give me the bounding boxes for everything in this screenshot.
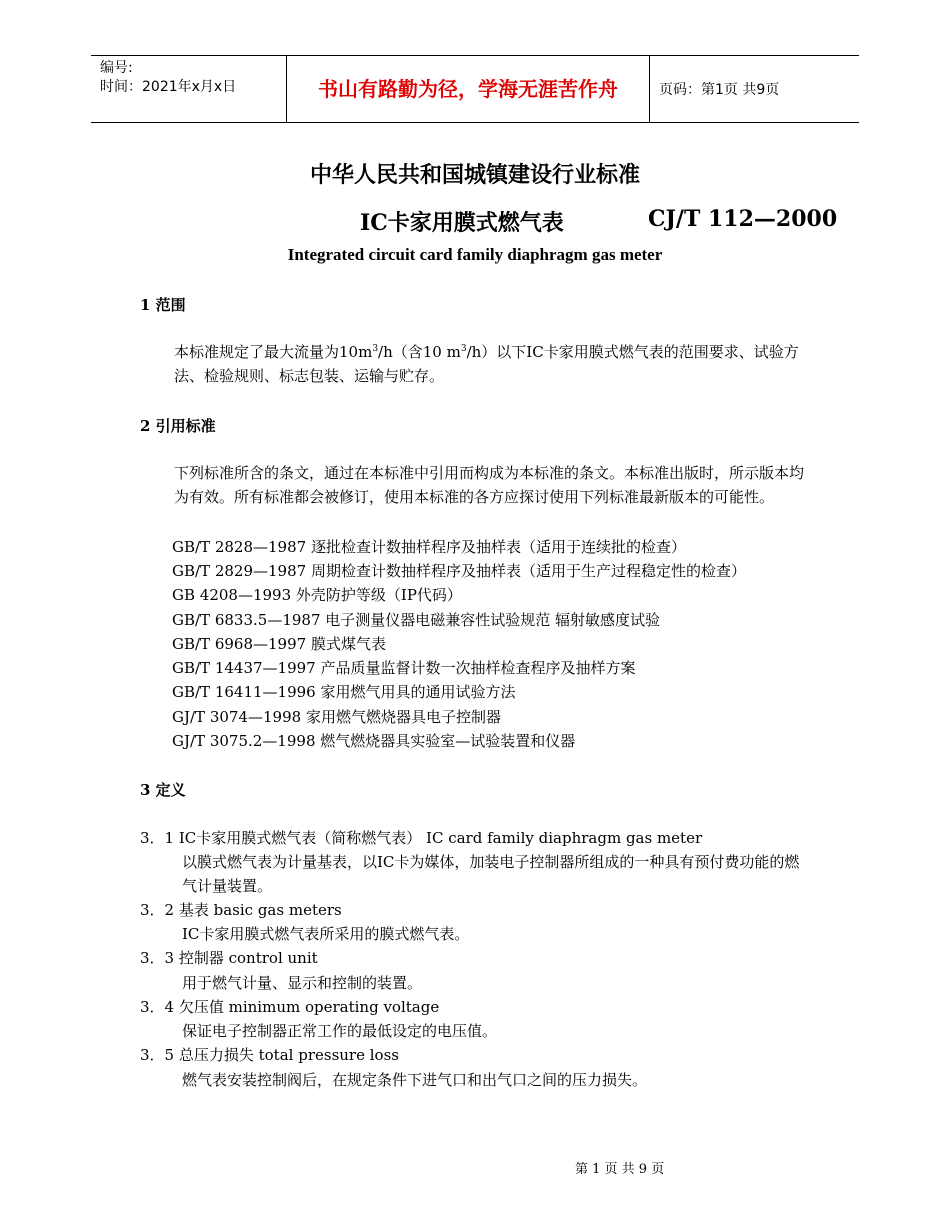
number-label: 编号: [100,60,133,76]
standard-category-title: 中华人民共和国城镇建设行业标准 [309,163,640,188]
reference-item: GB/T 6968—1997 膜式煤气表 [172,635,386,653]
standard-title [360,206,838,237]
definition-term: 3．4 欠压值 minimum operating voltage [140,998,440,1016]
superscript: 3 [372,344,379,354]
header-divider [649,56,650,122]
reference-item: GB/T 16411—1996 家用燃气用具的通用试验方法 [172,683,516,701]
section-2-heading: 2 引用标准 [140,417,216,435]
standard-name: IC卡家用膜式燃气表 [360,210,564,236]
header-table [91,55,859,123]
section-1-text-c: /h）以下IC卡家用膜式燃气表的范围要求、试验方法、检验规则、标志包装、运输与贮存。 [174,343,799,385]
definition-description: 燃气表安装控制阀后，在规定条件下进气口和出气口之间的压力损失。 [182,1071,648,1089]
definition-1-text: 以膜式燃气表为计量基表，以IC卡为媒体，加装电子控制器所组成的一种具有预付费功能的燃气计量装置。 [182,853,800,895]
superscript: 3 [460,344,467,354]
footer-page-number: 第 1 页 共 9 页 [575,1162,665,1177]
definition-term: 3．1 IC卡家用膜式燃气表（简称燃气表） IC card family diaphragm gas meter [140,829,703,847]
section-1-heading: 1 范围 [140,296,186,314]
standard-code: CJ/T 112—2000 [648,206,838,232]
section-3-heading: 3 定义 [140,781,186,799]
time-label: 时间：2021年x月x日 [100,79,237,95]
header-motto: 书山有路勤为径，学海无涯苦作舟 [318,77,618,101]
reference-item: GJ/T 3075.2—1998 燃气燃烧器具实验室—试验装置和仪器 [172,732,576,750]
reference-item: GB/T 6833.5—1987 电子测量仪器电磁兼容性试验规范 辐射敏感度试验 [172,611,661,629]
definition-term: 3．3 控制器 control unit [140,949,318,967]
reference-item: GB/T 14437—1997 产品质量监督计数一次抽样检查程序及抽样方案 [172,659,636,677]
section-1-text-a: 本标准规定了最大流量为10m [174,343,373,361]
section-1-paragraph [140,340,812,388]
reference-item: GB/T 2828—1987 逐批检查计数抽样程序及抽样表（适用于连续批的检查） [172,538,686,556]
section-1-text-b: /h（含10 m [378,343,461,361]
definition-description: 用于燃气计量、显示和控制的装置。 [182,974,423,992]
definition-term: 3．5 总压力损失 total pressure loss [140,1046,399,1064]
section-2-paragraph [140,461,812,509]
header-page-info: 页码：第1页 共9页 [659,82,780,98]
definition-description: 保证电子控制器正常工作的最低设定的电压值。 [182,1022,498,1040]
reference-item: GJ/T 3074—1998 家用燃气燃烧器具电子控制器 [172,708,501,726]
reference-item: GB 4208—1993 外壳防护等级（IP代码） [172,586,462,604]
definition-description: IC卡家用膜式燃气表所采用的膜式燃气表。 [182,925,470,943]
header-meta [100,59,236,97]
section-2-text: 下列标准所含的条文，通过在本标准中引用而构成为本标准的条文。本标准出版时，所示版本均为有效。所有标准都会被修订，使用本标准的各方应探讨使用下列标准最新版本的可能性。 [174,464,805,506]
english-title: Integrated circuit card family diaphragm gas meter [287,245,663,264]
definition-term: 3．2 基表 basic gas meters [140,901,342,919]
reference-item: GB/T 2829—1987 周期检查计数抽样程序及抽样表（适用于生产过程稳定性的检查） [172,562,746,580]
definition-description [140,850,812,898]
